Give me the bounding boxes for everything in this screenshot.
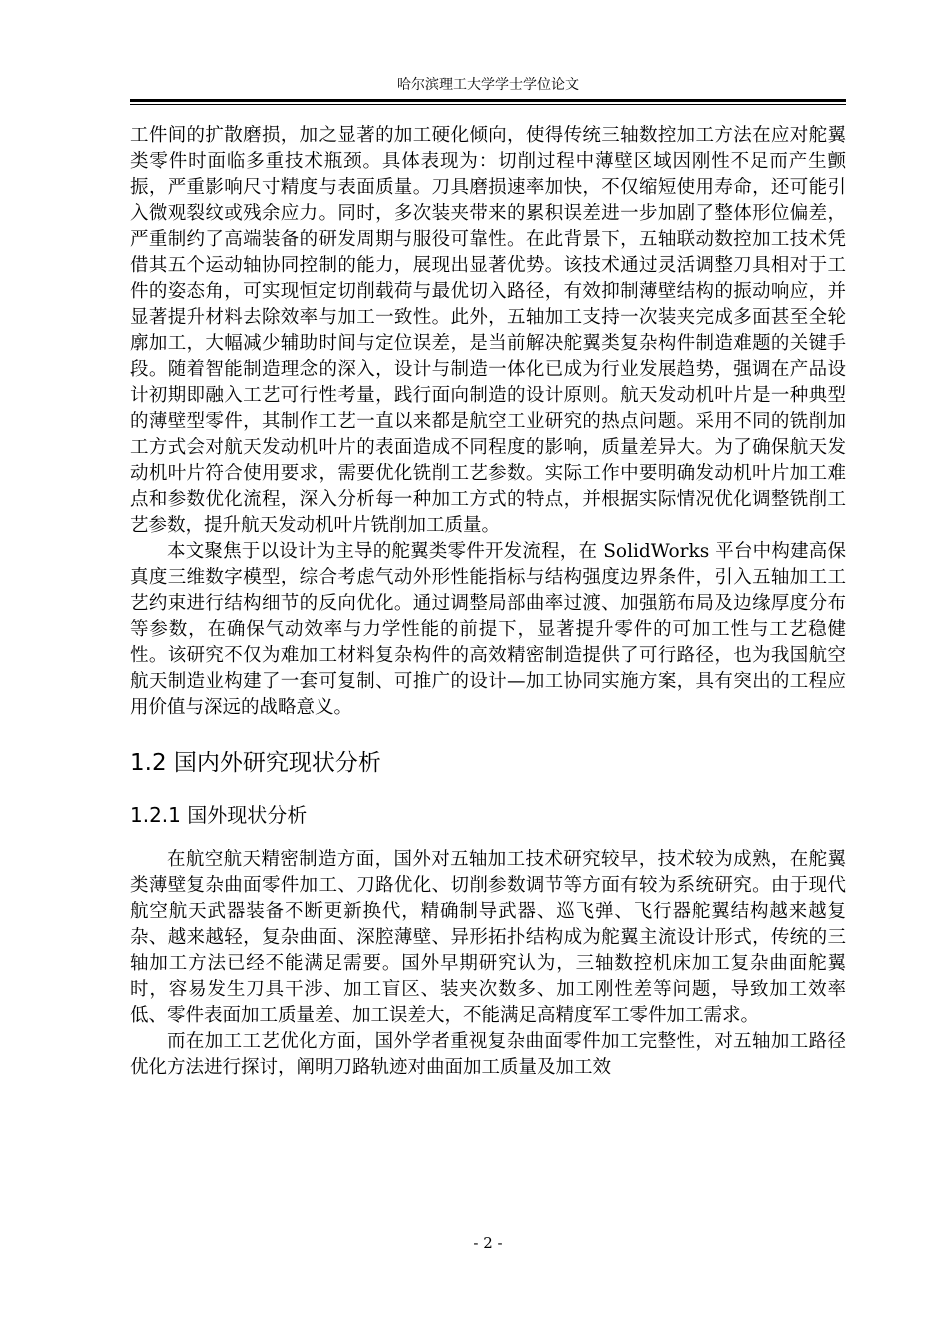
running-header: 哈尔滨理工大学学士学位论文 — [397, 77, 579, 93]
header-rule-thin — [130, 104, 846, 105]
paragraph-process-optimization: 而在加工工艺优化方面，国外学者重视复杂曲面零件加工完整性，对五轴加工路径优化方法进行探讨，阐明刀路轨迹对曲面加工质量及加工效 — [130, 1031, 846, 1078]
header-rule-thick — [130, 99, 846, 102]
section-heading: 1.2 国内外研究现状分析 — [130, 750, 381, 776]
page-body — [130, 123, 846, 1081]
paragraph-research-focus: 本文聚焦于以设计为主导的舵翼类零件开发流程，在 SolidWorks 平台中构建高保真度三维数字模型，综合考虑气动外形性能指标与结构强度边界条件，引入五轴加工工艺约束进行结构细节的反向优化。通过调整局部曲率过渡、加强筋布局及边缘厚度分布等参数，在确保气动效率与力学性能的前提下，显著提升零件的可加工性与工艺稳健性。该研究不仅为难加工材料复杂构件的高效精密制造提供了可行路径，也为我国航空航天制造业构建了一套可复制、可推广的设计—加工协同实施方案，具有突出的工程应用价值与深远的战略意义。 — [130, 541, 846, 718]
subsection-heading: 1.2.1 国外现状分析 — [130, 803, 308, 827]
paragraph-foreign-research: 在航空航天精密制造方面，国外对五轴加工技术研究较早，技术较为成熟，在舵翼类薄壁复杂曲面零件加工、刀路优化、切削参数调节等方面有较为系统研究。由于现代航空航天武器装备不断更新换代，精确制导武器、巡飞弹、飞行器舵翼结构越来越复杂、越来越轻，复杂曲面、深腔薄壁、异形拓扑结构成为舵翼主流设计形式，传统的三轴加工方法已经不能满足需要。国外早期研究认为，三轴数控机床加工复杂曲面舵翼时，容易发生刀具干涉、加工盲区、装夹次数多、加工刚性差等问题，导致加工效率低、零件表面加工质量差、加工误差大，不能满足高精度军工零件加工需求。 — [130, 849, 846, 1026]
paragraph-continued: 工件间的扩散磨损，加之显著的加工硬化倾向，使得传统三轴数控加工方法在应对舵翼类零件时面临多重技术瓶颈。具体表现为：切削过程中薄壁区域因刚性不足而产生颤振，严重影响尺寸精度与表面质量。刀具磨损速率加快，不仅缩短使用寿命，还可能引入微观裂纹或残余应力。同时，多次装夹带来的累积误差进一步加剧了整体形位偏差，严重制约了高端装备的研发周期与服役可靠性。在此背景下，五轴联动数控加工技术凭借其五个运动轴协同控制的能力，展现出显著优势。该技术通过灵活调整刀具相对于工件的姿态角，可实现恒定切削载荷与最优切入路径，有效抑制薄壁结构的振动响应，并显著提升材料去除效率与加工一致性。此外，五轴加工支持一次装夹完成多面甚至全轮廓加工，大幅减少辅助时间与定位误差，是当前解决舵翼类复杂构件制造难题的关键手段。随着智能制造理念的深入，设计与制造一体化已成为行业发展趋势，强调在产品设计初期即融入工艺可行性考量，践行面向制造的设计原则。航天发动机叶片是一种典型的薄壁型零件，其制作工艺一直以来都是航空工业研究的热点问题。采用不同的铣削加工方式会对航天发动机叶片的表面造成不同程度的影响，质量差异大。为了确保航天发动机叶片符合使用要求，需要优化铣削工艺参数。实际工作中要明确发动机叶片加工难点和参数优化流程，深入分析每一种加工方式的特点，并根据实际情况优化调整铣削工艺参数，提升航天发动机叶片铣削加工质量。 — [130, 125, 846, 536]
page-number: - 2 - — [473, 1234, 503, 1252]
